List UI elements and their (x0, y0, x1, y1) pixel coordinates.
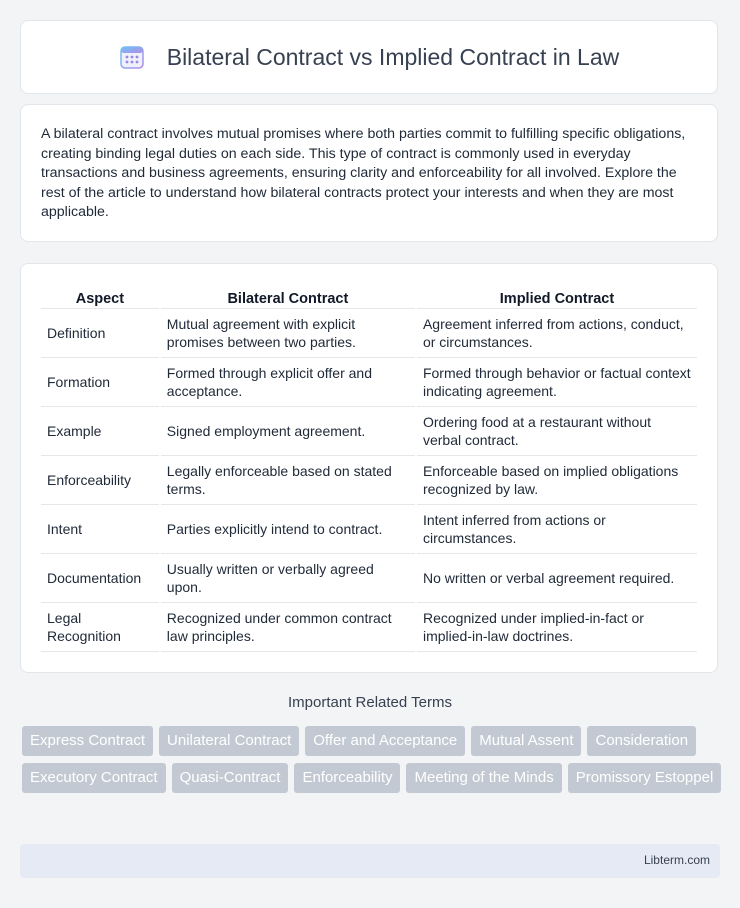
bilateral-cell: Signed employment agreement. (161, 407, 415, 456)
related-term-tag[interactable]: Unilateral Contract (159, 726, 299, 756)
aspect-cell: Legal Recognition (41, 603, 159, 652)
bilateral-cell: Usually written or verbally agreed upon. (161, 554, 415, 603)
related-terms-heading: Important Related Terms (288, 694, 452, 711)
implied-cell: Agreement inferred from actions, conduct, or circumstances. (417, 309, 697, 358)
bilateral-cell: Legally enforceable based on stated terms. (161, 456, 415, 505)
related-term-tag[interactable]: Enforceability (294, 763, 400, 793)
bilateral-cell: Recognized under common contract law principles. (161, 603, 415, 652)
bilateral-cell: Parties explicitly intend to contract. (161, 505, 415, 554)
bilateral-cell: Mutual agreement with explicit promises between two parties. (161, 309, 415, 358)
aspect-cell: Formation (41, 358, 159, 407)
table-row (41, 407, 697, 456)
column-header-aspect: Aspect (41, 284, 159, 309)
implied-cell: Ordering food at a restaurant without verbal contract. (417, 407, 697, 456)
title-card (20, 20, 718, 94)
bilateral-cell: Formed through explicit offer and acceptance. (161, 358, 415, 407)
column-header-bilateral: Bilateral Contract (161, 284, 415, 309)
related-term-tag[interactable]: Express Contract (22, 726, 153, 756)
comparison-card (20, 263, 718, 673)
related-term-tag[interactable]: Consideration (587, 726, 696, 756)
column-header-implied: Implied Contract (417, 284, 697, 309)
aspect-cell: Documentation (41, 554, 159, 603)
table-header-row (41, 284, 697, 309)
intro-paragraph: A bilateral contract involves mutual promises where both parties commit to fulfilling specific obligations, creating binding legal duties on each side. This type of contract is commonly used in everyday transactions and business agreements, ensuring clarity and enforceability for all involved. Explore the rest of the article to understand how bilateral contracts protect your interests and when they are most applicable. (41, 126, 686, 221)
related-term-tag[interactable]: Promissory Estoppel (568, 763, 722, 793)
related-term-tag[interactable]: Offer and Acceptance (305, 726, 465, 756)
table-row (41, 358, 697, 407)
table-row (41, 554, 697, 603)
table-row (41, 309, 697, 358)
implied-cell: Recognized under implied-in-fact or implied-in-law doctrines. (417, 603, 697, 652)
site-credit-link[interactable]: Libterm.com (643, 853, 710, 867)
table-row (41, 456, 697, 505)
intro-card (20, 104, 718, 242)
related-terms-list (22, 726, 722, 793)
page-title: Bilateral Contract vs Implied Contract in Law (166, 43, 620, 70)
related-term-tag[interactable]: Meeting of the Minds (406, 763, 561, 793)
implied-cell: Intent inferred from actions or circumstances. (417, 505, 697, 554)
footer-bar (20, 844, 720, 878)
related-term-tag[interactable]: Mutual Assent (471, 726, 581, 756)
implied-cell: No written or verbal agreement required. (417, 554, 697, 603)
aspect-cell: Definition (41, 309, 159, 358)
implied-cell: Formed through behavior or factual context indicating agreement. (417, 358, 697, 407)
aspect-cell: Intent (41, 505, 159, 554)
calendar-grid-icon (119, 44, 145, 70)
implied-cell: Enforceable based on implied obligations recognized by law. (417, 456, 697, 505)
related-term-tag[interactable]: Executory Contract (22, 763, 166, 793)
comparison-table (39, 284, 699, 652)
aspect-cell: Example (41, 407, 159, 456)
related-term-tag[interactable]: Quasi-Contract (172, 763, 289, 793)
table-row (41, 603, 697, 652)
aspect-cell: Enforceability (41, 456, 159, 505)
table-row (41, 505, 697, 554)
